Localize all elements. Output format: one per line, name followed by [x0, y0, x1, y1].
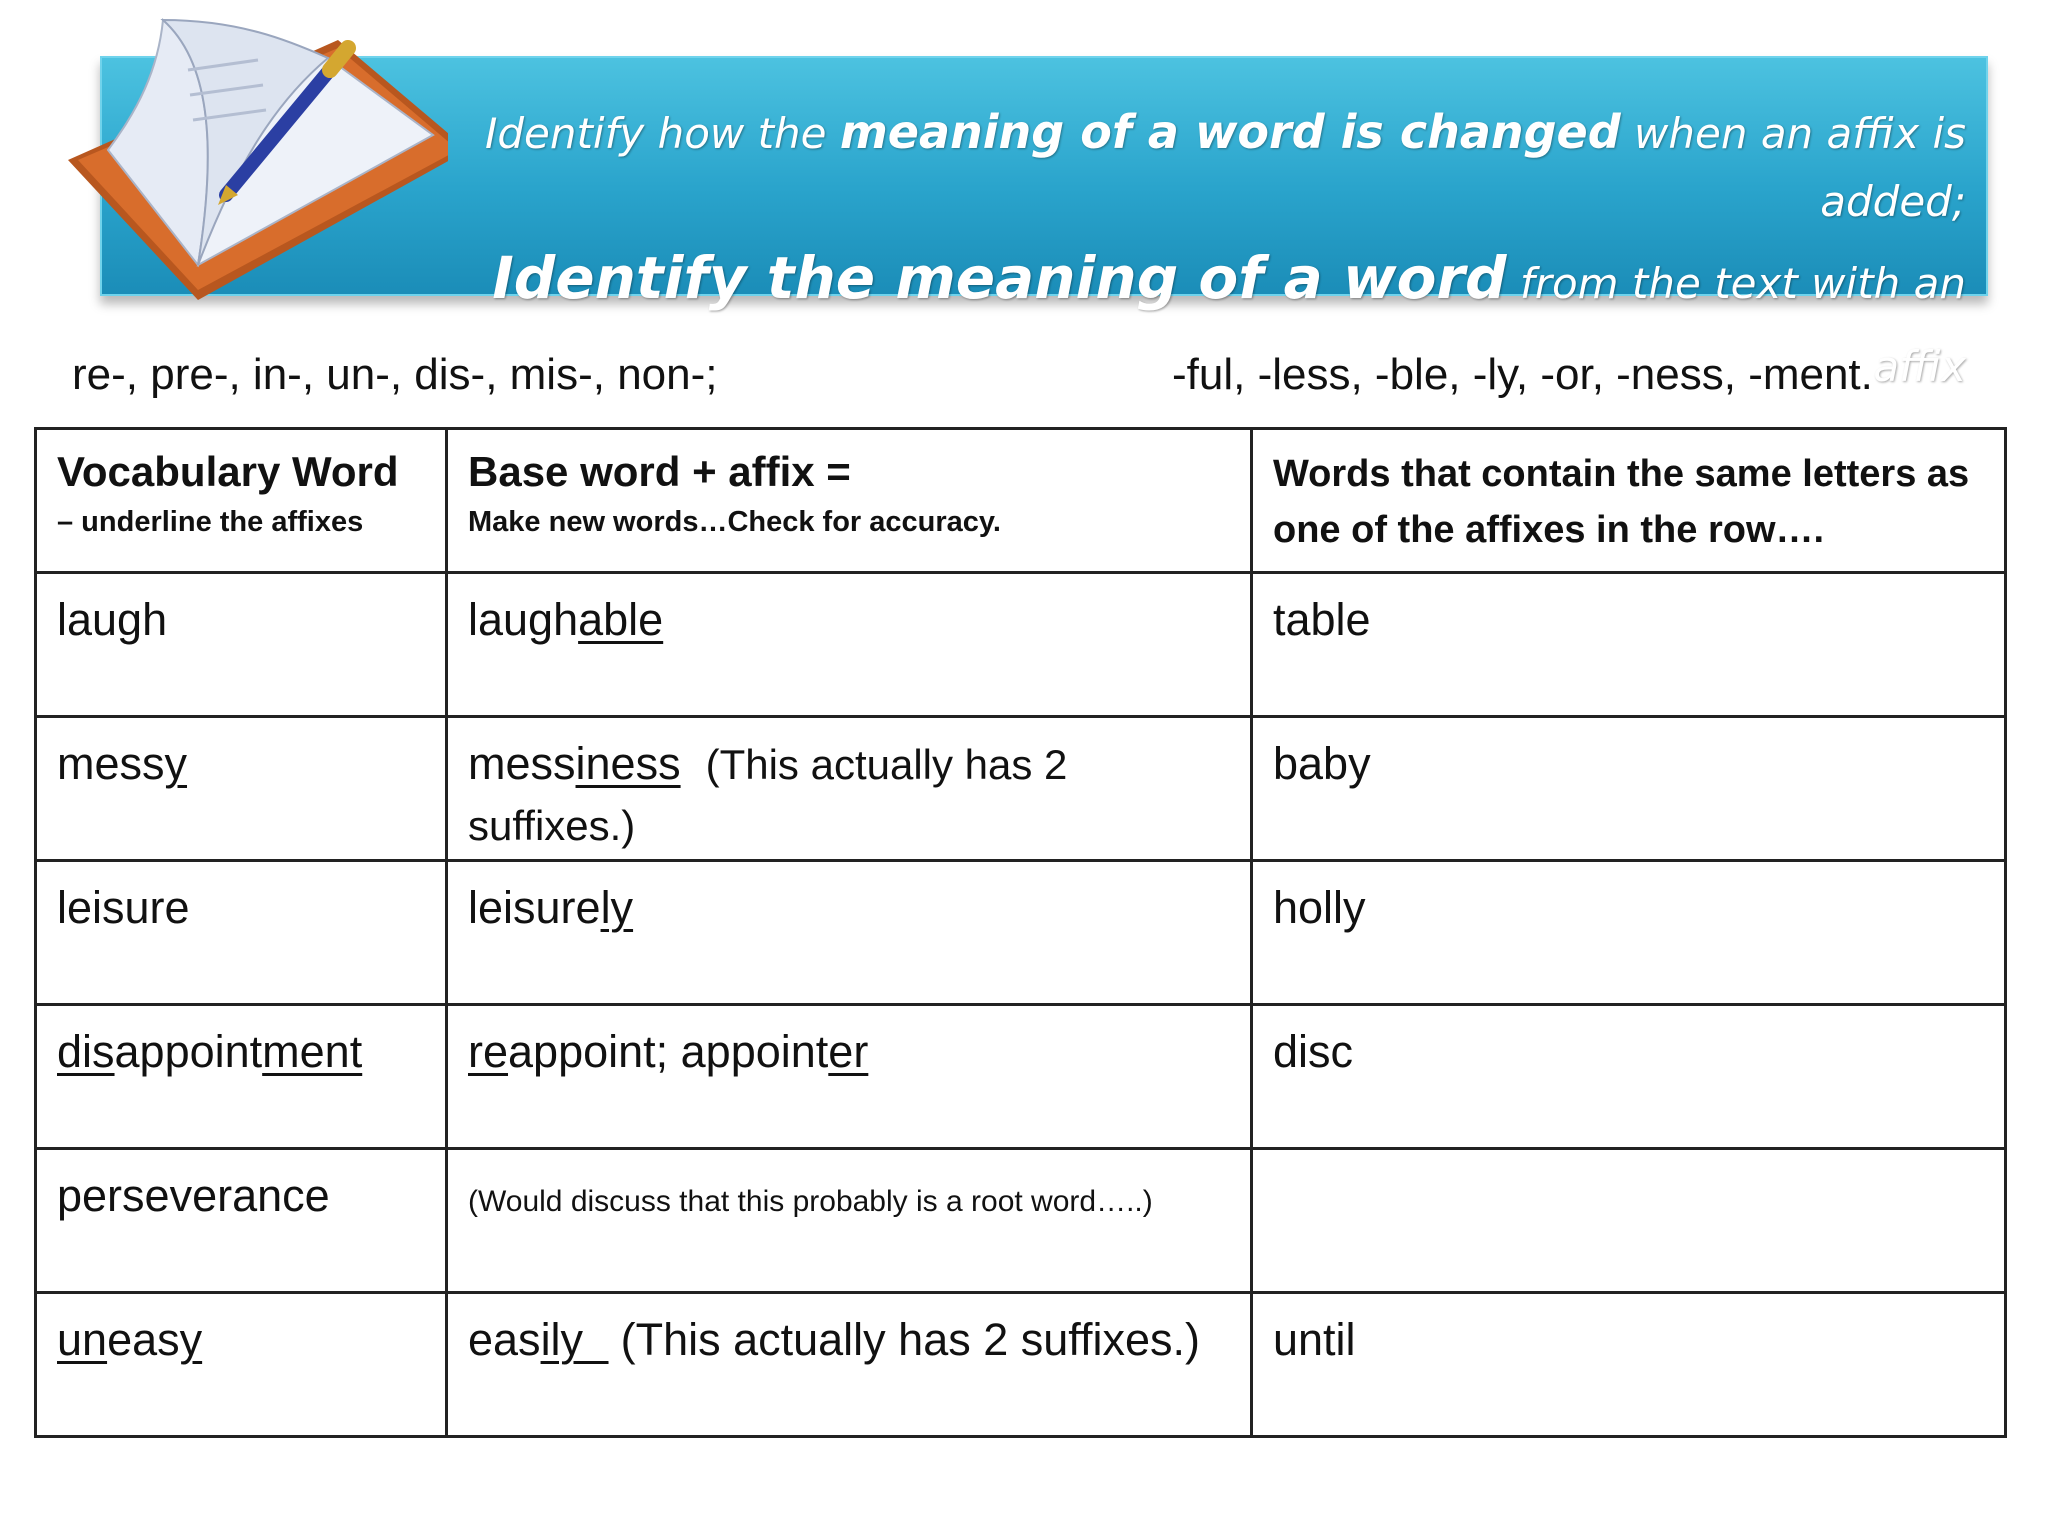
affix-underlined: er: [828, 1026, 869, 1077]
header-col3-title: Words that contain the same letters as one of the affixes in the row….: [1273, 453, 1970, 551]
same-letters-cell: holly: [1252, 861, 2006, 1005]
suffix-list: -ful, -less, -ble, -ly, -or, -ness, -ment.: [1172, 350, 1873, 399]
base-cell: [447, 1149, 1252, 1293]
header-same-letters: [1252, 429, 2006, 573]
affix-underlined: ily_: [540, 1314, 609, 1365]
vocab-cell: [36, 1149, 447, 1293]
affix-underlined: un: [57, 1314, 108, 1365]
header-col1-title: Vocabulary Word: [57, 448, 399, 495]
header-col2-title: Base word + affix =: [468, 448, 851, 495]
vocab-text: perseverance: [57, 1170, 330, 1221]
suffix-note: (This actually has 2 suffixes.): [468, 741, 1068, 849]
banner-line2-post: from the text with an affix: [1506, 259, 1966, 391]
header-col2-subtitle: Make new words…Check for accuracy.: [468, 506, 1001, 538]
base-cell: [447, 717, 1252, 861]
banner-line2-bold: Identify the meaning of a word: [492, 244, 1507, 312]
header-vocabulary-word: [36, 429, 447, 573]
prefix-list: re-, pre-, in-, un-, dis-, mis-, non-;: [72, 350, 718, 399]
banner-line1-bold: meaning of a word is changed: [839, 105, 1621, 159]
vocab-cell: [36, 717, 447, 861]
vocab-text: appoint: [114, 1026, 263, 1077]
vocabulary-table: [34, 427, 2007, 1438]
same-letters-cell: baby: [1252, 717, 2006, 861]
affix-underlined: ly: [600, 882, 634, 933]
root-word-note: (Would discuss that this probably is a root word…..): [468, 1185, 1153, 1218]
base-text: laugh: [468, 594, 579, 645]
base-text: eas: [468, 1314, 541, 1365]
affix-underlined: iness: [575, 738, 681, 789]
base-text: mess: [468, 738, 576, 789]
vocab-text: mess: [57, 738, 165, 789]
vocab-text: laugh: [57, 594, 168, 645]
base-cell: [447, 861, 1252, 1005]
affix-underlined: dis: [57, 1026, 115, 1077]
affix-underlined: able: [578, 594, 664, 645]
table-row: [36, 1149, 2006, 1293]
same-letters-cell: disc: [1252, 1005, 2006, 1149]
vocab-cell: [36, 573, 447, 717]
same-letters-cell: [1252, 1149, 2006, 1293]
vocab-text: leisure: [57, 882, 190, 933]
suffix-note: (This actually has 2 suffixes.): [608, 1314, 1200, 1365]
banner-line1-pre: Identify how the: [484, 109, 840, 158]
vocab-cell: [36, 861, 447, 1005]
same-letters-cell: table: [1252, 573, 2006, 717]
banner-line-1: [466, 98, 1966, 236]
vocab-text: eas: [107, 1314, 180, 1365]
affix-underlined: y: [179, 1314, 203, 1365]
header-col1-subtitle: – underline the affixes: [57, 506, 364, 538]
base-cell: [447, 1293, 1252, 1437]
base-text: leisure: [468, 882, 601, 933]
table-row: [36, 573, 2006, 717]
affix-underlined: ment: [262, 1026, 363, 1077]
base-cell: [447, 573, 1252, 717]
book-icon: [48, 0, 448, 320]
table-header-row: [36, 429, 2006, 573]
same-letters-cell: until: [1252, 1293, 2006, 1437]
table-row: [36, 717, 2006, 861]
table-row: [36, 1005, 2006, 1149]
base-cell: [447, 1005, 1252, 1149]
table-row: [36, 861, 2006, 1005]
affix-underlined: re: [468, 1026, 509, 1077]
header-base-word-affix: [447, 429, 1252, 573]
vocab-cell: [36, 1293, 447, 1437]
vocab-cell: [36, 1005, 447, 1149]
banner-line1-post: when an affix is added;: [1620, 109, 1966, 226]
affix-underlined: y: [164, 738, 188, 789]
table-row: [36, 1293, 2006, 1437]
base-text: appoint; appoint: [508, 1026, 829, 1077]
